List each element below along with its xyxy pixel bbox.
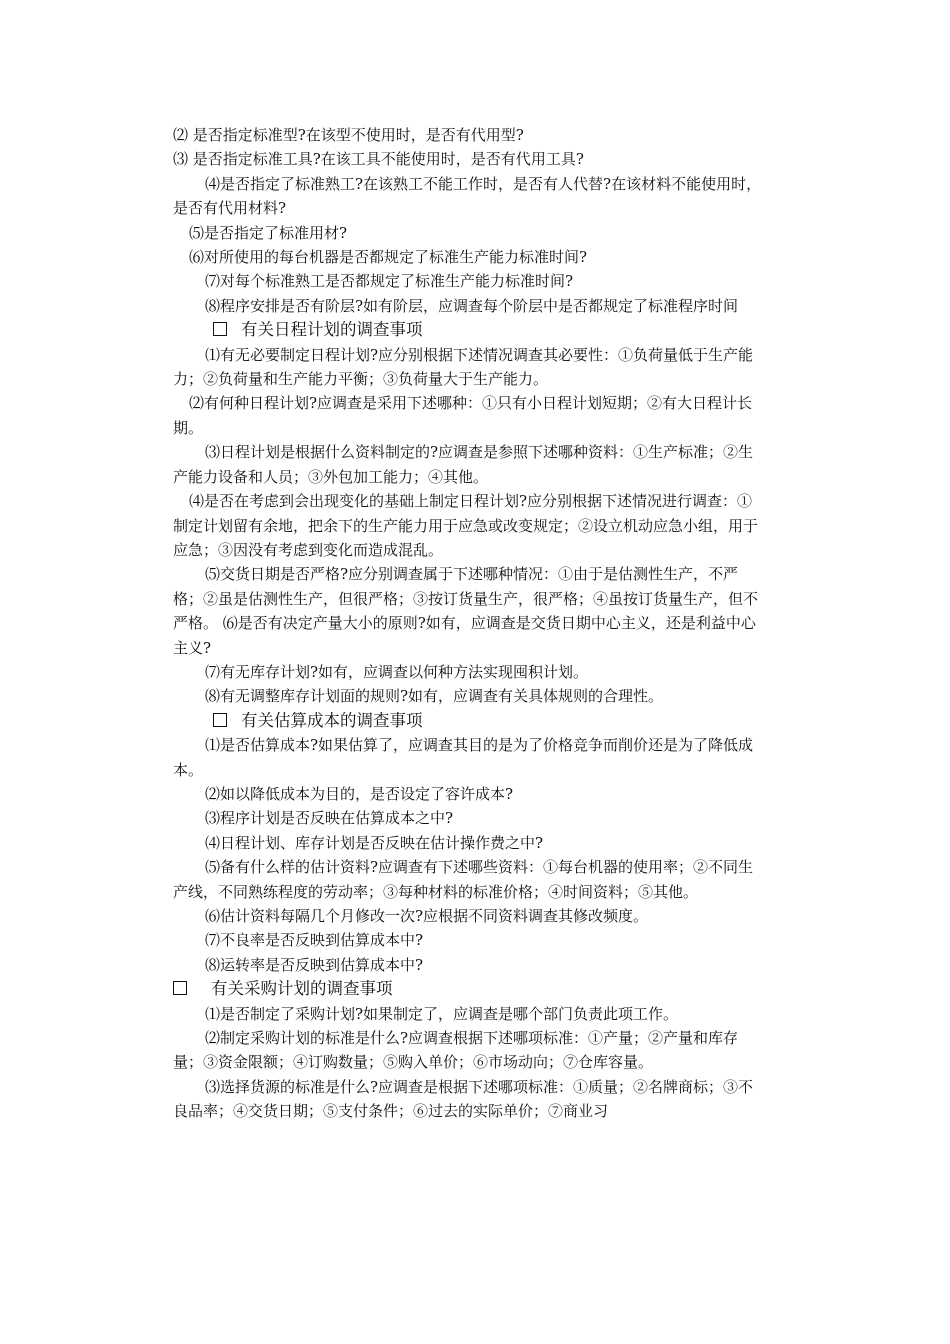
document-body [173,123,763,1124]
body-paragraph: ⑻程序安排是否有阶层?如有阶层，应调查每个阶层中是否都规定了标准程序时间 [205,296,739,315]
section-heading-text: 有关采购计划的调查事项 [211,979,393,999]
body-paragraph: ⑴是否制定了采购计划?如果制定了，应调查是哪个部门负责此项工作。 [205,1004,679,1023]
body-paragraph: ⑵有何种日程计划?应调查是采用下述哪种：①只有小日程计划短期；②有大日程计长期。 [173,394,753,437]
body-paragraph: ⑺有无库存计划?如有，应调查以何种方法实现囤积计划。 [205,662,589,681]
checkbox-square-icon [213,322,227,336]
body-paragraph: ⑻有无调整库存计划面的规则?如有，应调查有关具体规则的合理性。 [205,687,664,706]
body-paragraph: ⑷是否在考虑到会出现变化的基础上制定日程计划?应分别根据下述情况进行调查：①制定计划留有余地，把余下的生产能力用于应急或改变规定；②设立机动应急小组，用于应急；③因没有考虑到变化而造成混乱。 [173,492,759,559]
section-heading [173,318,763,342]
section-heading [173,977,763,1001]
body-paragraph: ⑷是否指定了标准熟工?在该熟工不能工作时，是否有人代替?在该材料不能使用时，是否有代用材料? [173,174,762,218]
body-paragraph: ⑴有无必要制定日程计划?应分别根据下述情况调查其必要性：①负荷量低于生产能力；②负荷量和生产能力平衡；③负荷量大于生产能力。 [173,345,754,389]
body-paragraph: ⑶选择货源的标准是什么?应调查是根据下述哪项标准：①质量；②名牌商标；③不良品率；④交货日期；⑤支付条件；⑥过去的实际单价；⑦商业习 [173,1077,754,1121]
body-paragraph: ⑶日程计划是根据什么资料制定的?应调查是参照下述哪种资料：①生产标准；②生产能力设备和人员；③外包加工能力；④其他。 [173,443,754,486]
section-heading-text: 有关估算成本的调查事项 [241,710,423,730]
body-paragraph: ⑵ 是否指定标准型?在该型不使用时，是否有代用型? [173,126,524,144]
body-paragraph: ⑵如以降低成本为目的，是否设定了容许成本? [205,784,514,803]
checkbox-square-icon [213,713,227,727]
section-heading-text: 有关日程计划的调查事项 [241,320,423,340]
checkbox-square-icon [173,981,187,995]
body-paragraph: ⑶ 是否指定标准工具?在该工具不能使用时，是否有代用工具? [173,150,584,169]
body-paragraph: ⑻运转率是否反映到估算成本中? [205,955,424,974]
body-paragraph: ⑹对所使用的每台机器是否都规定了标准生产能力标准时间? [189,248,588,267]
body-paragraph: ⑸备有什么样的估计资料?应调查有下述哪些资料：①每台机器的使用率；②不同生产线，不同熟练程度的劳动率；③每种材料的标准价格；④时间资料；⑤其他。 [173,858,754,901]
body-paragraph: ⑸是否指定了标准用材? [189,223,348,242]
body-paragraph: ⑵制定采购计划的标准是什么?应调查根据下述哪项标准：①产量；②产量和库存量；③资金限额；④订购数量；⑤购入单价；⑥市场动向；⑦仓库容量。 [173,1029,739,1072]
body-paragraph: ⑸交货日期是否严格?应分别调查属于下述哪种情况：①由于是估测性生产，不严格；②虽是估测性生产，但很严格；③按订货量生产，很严格；④虽按订货量生产，但不严格。 ⑹是否有决定产量大小的原则?如有，应调查是交货日期中心主义，还是利益中心主义? [173,565,759,657]
body-paragraph: ⑶程序计划是否反映在估算成本之中? [205,809,454,828]
body-paragraph: ⑴是否估算成本?如果估算了，应调查其目的是为了价格竞争而削价还是为了降低成本。 [173,736,754,779]
body-paragraph: ⑺对每个标准熟工是否都规定了标准生产能力标准时间? [205,272,574,291]
body-paragraph: ⑷日程计划、库存计划是否反映在估计操作费之中? [205,833,544,852]
body-paragraph: ⑺不良率是否反映到估算成本中? [205,931,424,950]
section-heading [173,709,763,733]
body-paragraph: ⑹估计资料每隔几个月修改一次?应根据不同资料调查其修改频度。 [205,907,649,925]
